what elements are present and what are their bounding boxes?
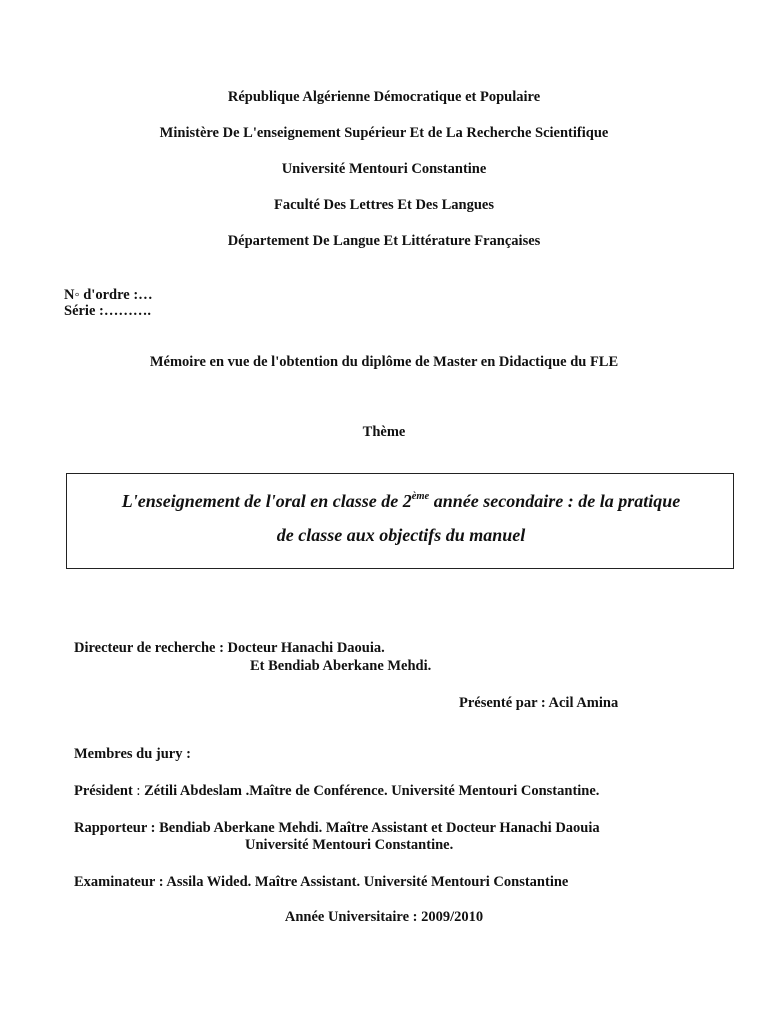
academic-year: Année Universitaire : 2009/2010 (284, 909, 484, 925)
president-label: Président (74, 783, 133, 799)
faculty-heading: Faculté Des Lettres Et Des Langues (273, 197, 495, 213)
theme-title-superscript: ème (411, 491, 430, 502)
republic-heading: République Algérienne Démocratique et Populaire (227, 89, 541, 105)
jury-rapporteur: Rapporteur : Bendiab Aberkane Mehdi. Maître Assistant et Docteur Hanachi Daouia (74, 820, 600, 836)
jury-president (74, 782, 599, 800)
university-heading: Université Mentouri Constantine (281, 161, 487, 177)
thesis-purpose: Mémoire en vue de l'obtention du diplôme de Master en Didactique du FLE (149, 354, 619, 370)
theme-title-part-2: année secondaire : de la pratique (429, 491, 681, 511)
theme-title-box (66, 473, 734, 569)
department-heading: Département De Langue Et Littérature Françaises (227, 233, 541, 249)
research-director: Directeur de recherche : Docteur Hanachi Daouia. (74, 640, 385, 656)
ministry-heading: Ministère De L'enseignement Supérieur Et de La Recherche Scientifique (159, 125, 609, 141)
president-separator: : (132, 783, 145, 799)
president-details: Zétili Abdeslam .Maître de Conférence. Université Mentouri Constantine. (144, 783, 600, 799)
theme-title-part-1: L'enseignement de l'oral en classe de 2 (121, 491, 412, 511)
presented-by: Présenté par : Acil Amina (459, 695, 619, 711)
series-number: Série :………. (64, 303, 151, 319)
jury-heading: Membres du jury : (74, 746, 191, 762)
theme-label: Thème (362, 424, 406, 440)
jury-examiner: Examinateur : Assila Wided. Maître Assistant. Université Mentouri Constantine (74, 874, 569, 890)
jury-rapporteur-university: Université Mentouri Constantine. (245, 837, 454, 853)
theme-title-line-2: de classe aux objectifs du manuel (276, 525, 526, 545)
order-number: N◦ d'ordre :… (64, 287, 153, 303)
co-director: Et Bendiab Aberkane Mehdi. (250, 658, 432, 674)
theme-title-line-1 (67, 490, 735, 516)
